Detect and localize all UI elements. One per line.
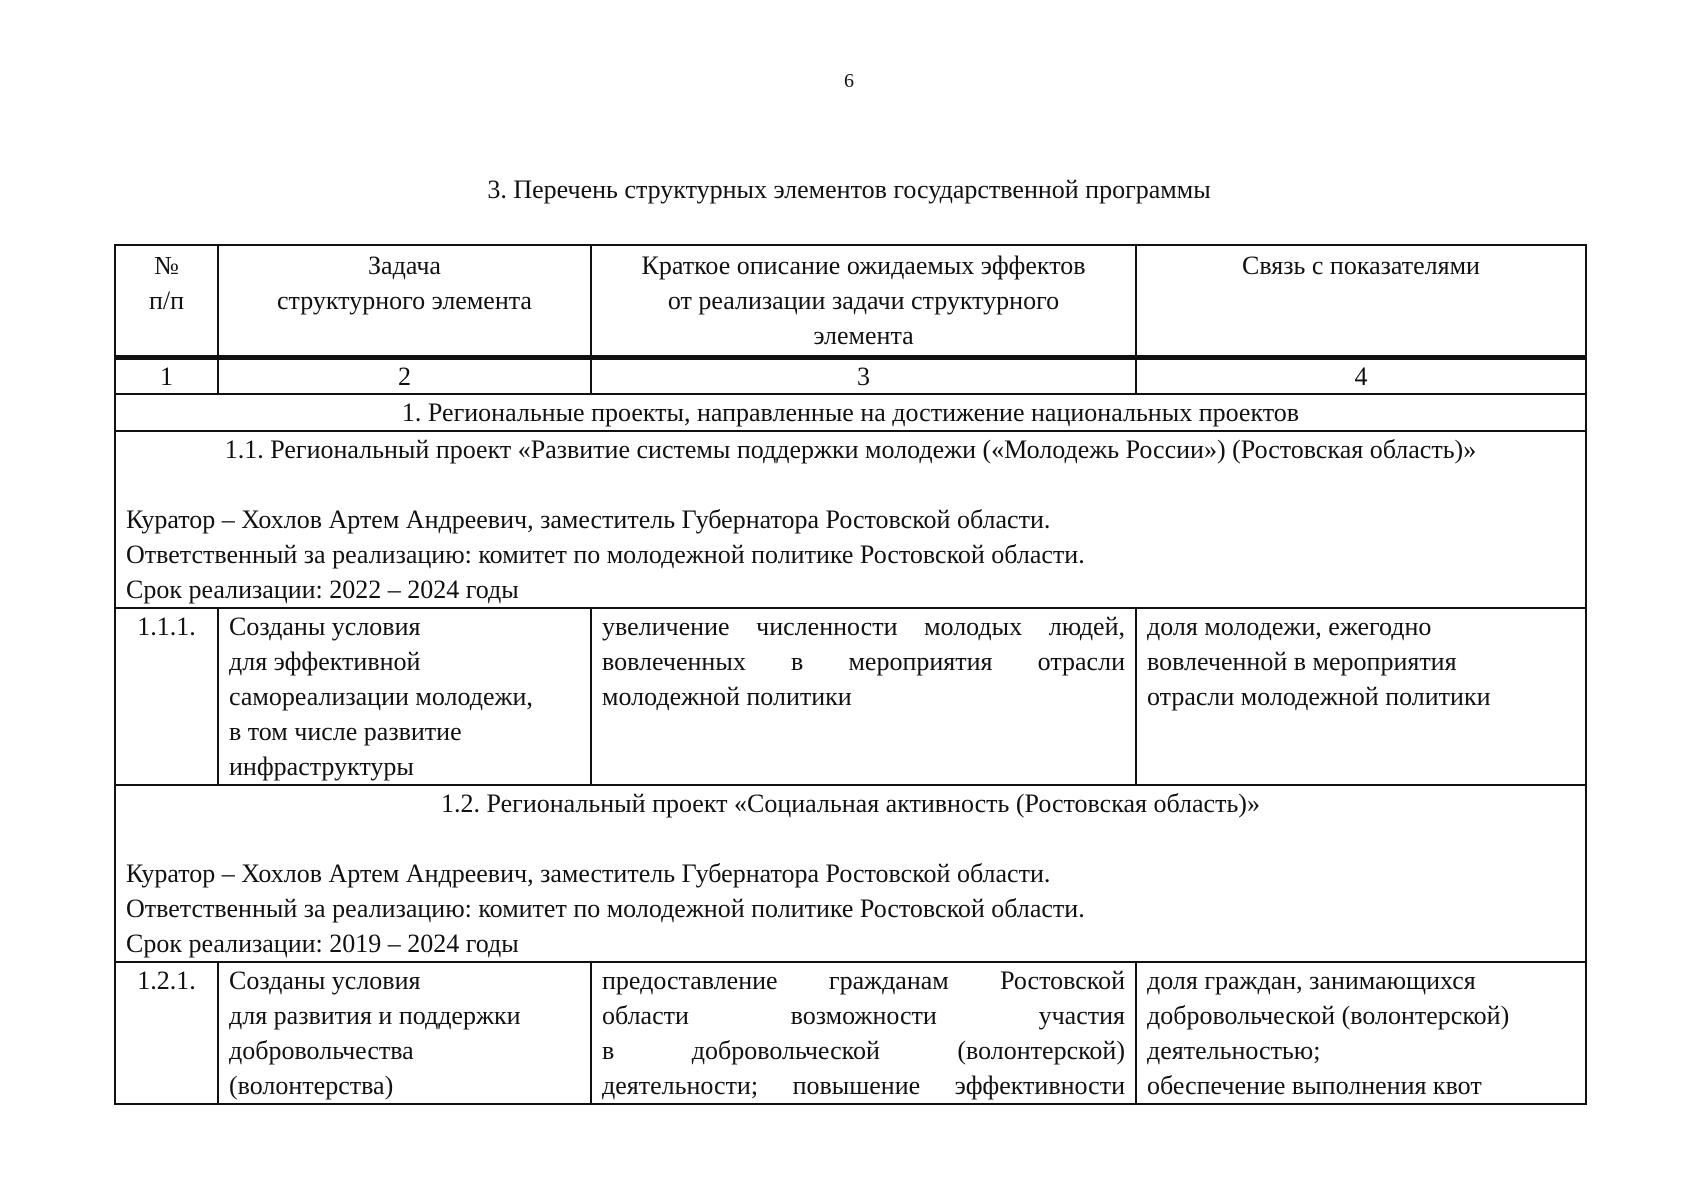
header-effects: Краткое описание ожидаемых эффектов от реализации задачи структурного элемента bbox=[591, 245, 1136, 358]
section-row bbox=[115, 394, 1586, 431]
project-title: 1.2. Региональный проект «Социальная активность (Ростовская область)» bbox=[441, 789, 1260, 818]
row-task: Созданы условия для развития и поддержки добровольчества (волонтерства) bbox=[218, 962, 591, 1104]
effects-line: увеличение численности молодых людей, bbox=[602, 612, 1125, 641]
header-number: № п/п bbox=[115, 245, 218, 358]
effects-line: вовлеченных в мероприятия отрасли bbox=[602, 647, 1125, 676]
project-row bbox=[115, 785, 1586, 962]
row-indicators: доля граждан, занимающихся добровольческой (волонтерской) деятельностью; обеспечение выполнения квот bbox=[1136, 962, 1586, 1104]
section-title: 1. Региональные проекты, направленные на достижение национальных проектов bbox=[115, 394, 1586, 431]
column-number-1: 1 bbox=[115, 358, 218, 395]
project-responsible: Ответственный за реализацию: комитет по молодежной политике Ростовской области. bbox=[126, 540, 1085, 569]
project-term: Срок реализации: 2019 – 2024 годы bbox=[126, 929, 519, 958]
project-responsible: Ответственный за реализацию: комитет по молодежной политике Ростовской области. bbox=[126, 894, 1085, 923]
row-number: 1.2.1. bbox=[115, 962, 218, 1104]
row-effects bbox=[591, 608, 1136, 785]
effects-line: области возможности участия bbox=[602, 1001, 1125, 1030]
header-indicators: Связь с показателями bbox=[1136, 245, 1586, 358]
header-task: Задача структурного элемента bbox=[218, 245, 591, 358]
row-task: Созданы условия для эффективной самореализации молодежи, в том числе развитие инфраструктуры bbox=[218, 608, 591, 785]
effects-line: молодежной политики bbox=[602, 682, 852, 711]
project-row bbox=[115, 431, 1586, 608]
project-curator: Куратор – Хохлов Артем Андреевич, заместитель Губернатора Ростовской области. bbox=[126, 859, 1051, 888]
row-effects bbox=[591, 962, 1136, 1104]
project-title: 1.1. Региональный проект «Развитие системы поддержки молодежи («Молодежь России») (Ростовская область)» bbox=[224, 435, 1477, 464]
table-row bbox=[115, 608, 1586, 785]
column-number-4: 4 bbox=[1136, 358, 1586, 395]
project-1-1-cell bbox=[115, 431, 1586, 608]
page-number: 6 bbox=[844, 70, 854, 92]
table-header-row bbox=[115, 245, 1586, 358]
document-title: 3. Перечень структурных элементов государственной программы bbox=[487, 175, 1211, 204]
row-indicators: доля молодежи, ежегодно вовлеченной в мероприятия отрасли молодежной политики bbox=[1136, 608, 1586, 785]
table-row bbox=[115, 962, 1586, 1104]
project-curator: Куратор – Хохлов Артем Андреевич, заместитель Губернатора Ростовской области. bbox=[126, 505, 1051, 534]
column-numbers-row bbox=[115, 358, 1586, 395]
project-term: Срок реализации: 2022 – 2024 годы bbox=[126, 575, 519, 604]
project-1-2-cell bbox=[115, 785, 1586, 962]
effects-line: предоставление гражданам Ростовской bbox=[602, 966, 1125, 995]
column-number-3: 3 bbox=[591, 358, 1136, 395]
structural-elements-table bbox=[114, 244, 1587, 1105]
effects-line: в добровольческой (волонтерской) bbox=[602, 1036, 1125, 1065]
row-number: 1.1.1. bbox=[115, 608, 218, 785]
column-number-2: 2 bbox=[218, 358, 591, 395]
effects-line: деятельности; повышение эффективности bbox=[602, 1071, 1125, 1100]
